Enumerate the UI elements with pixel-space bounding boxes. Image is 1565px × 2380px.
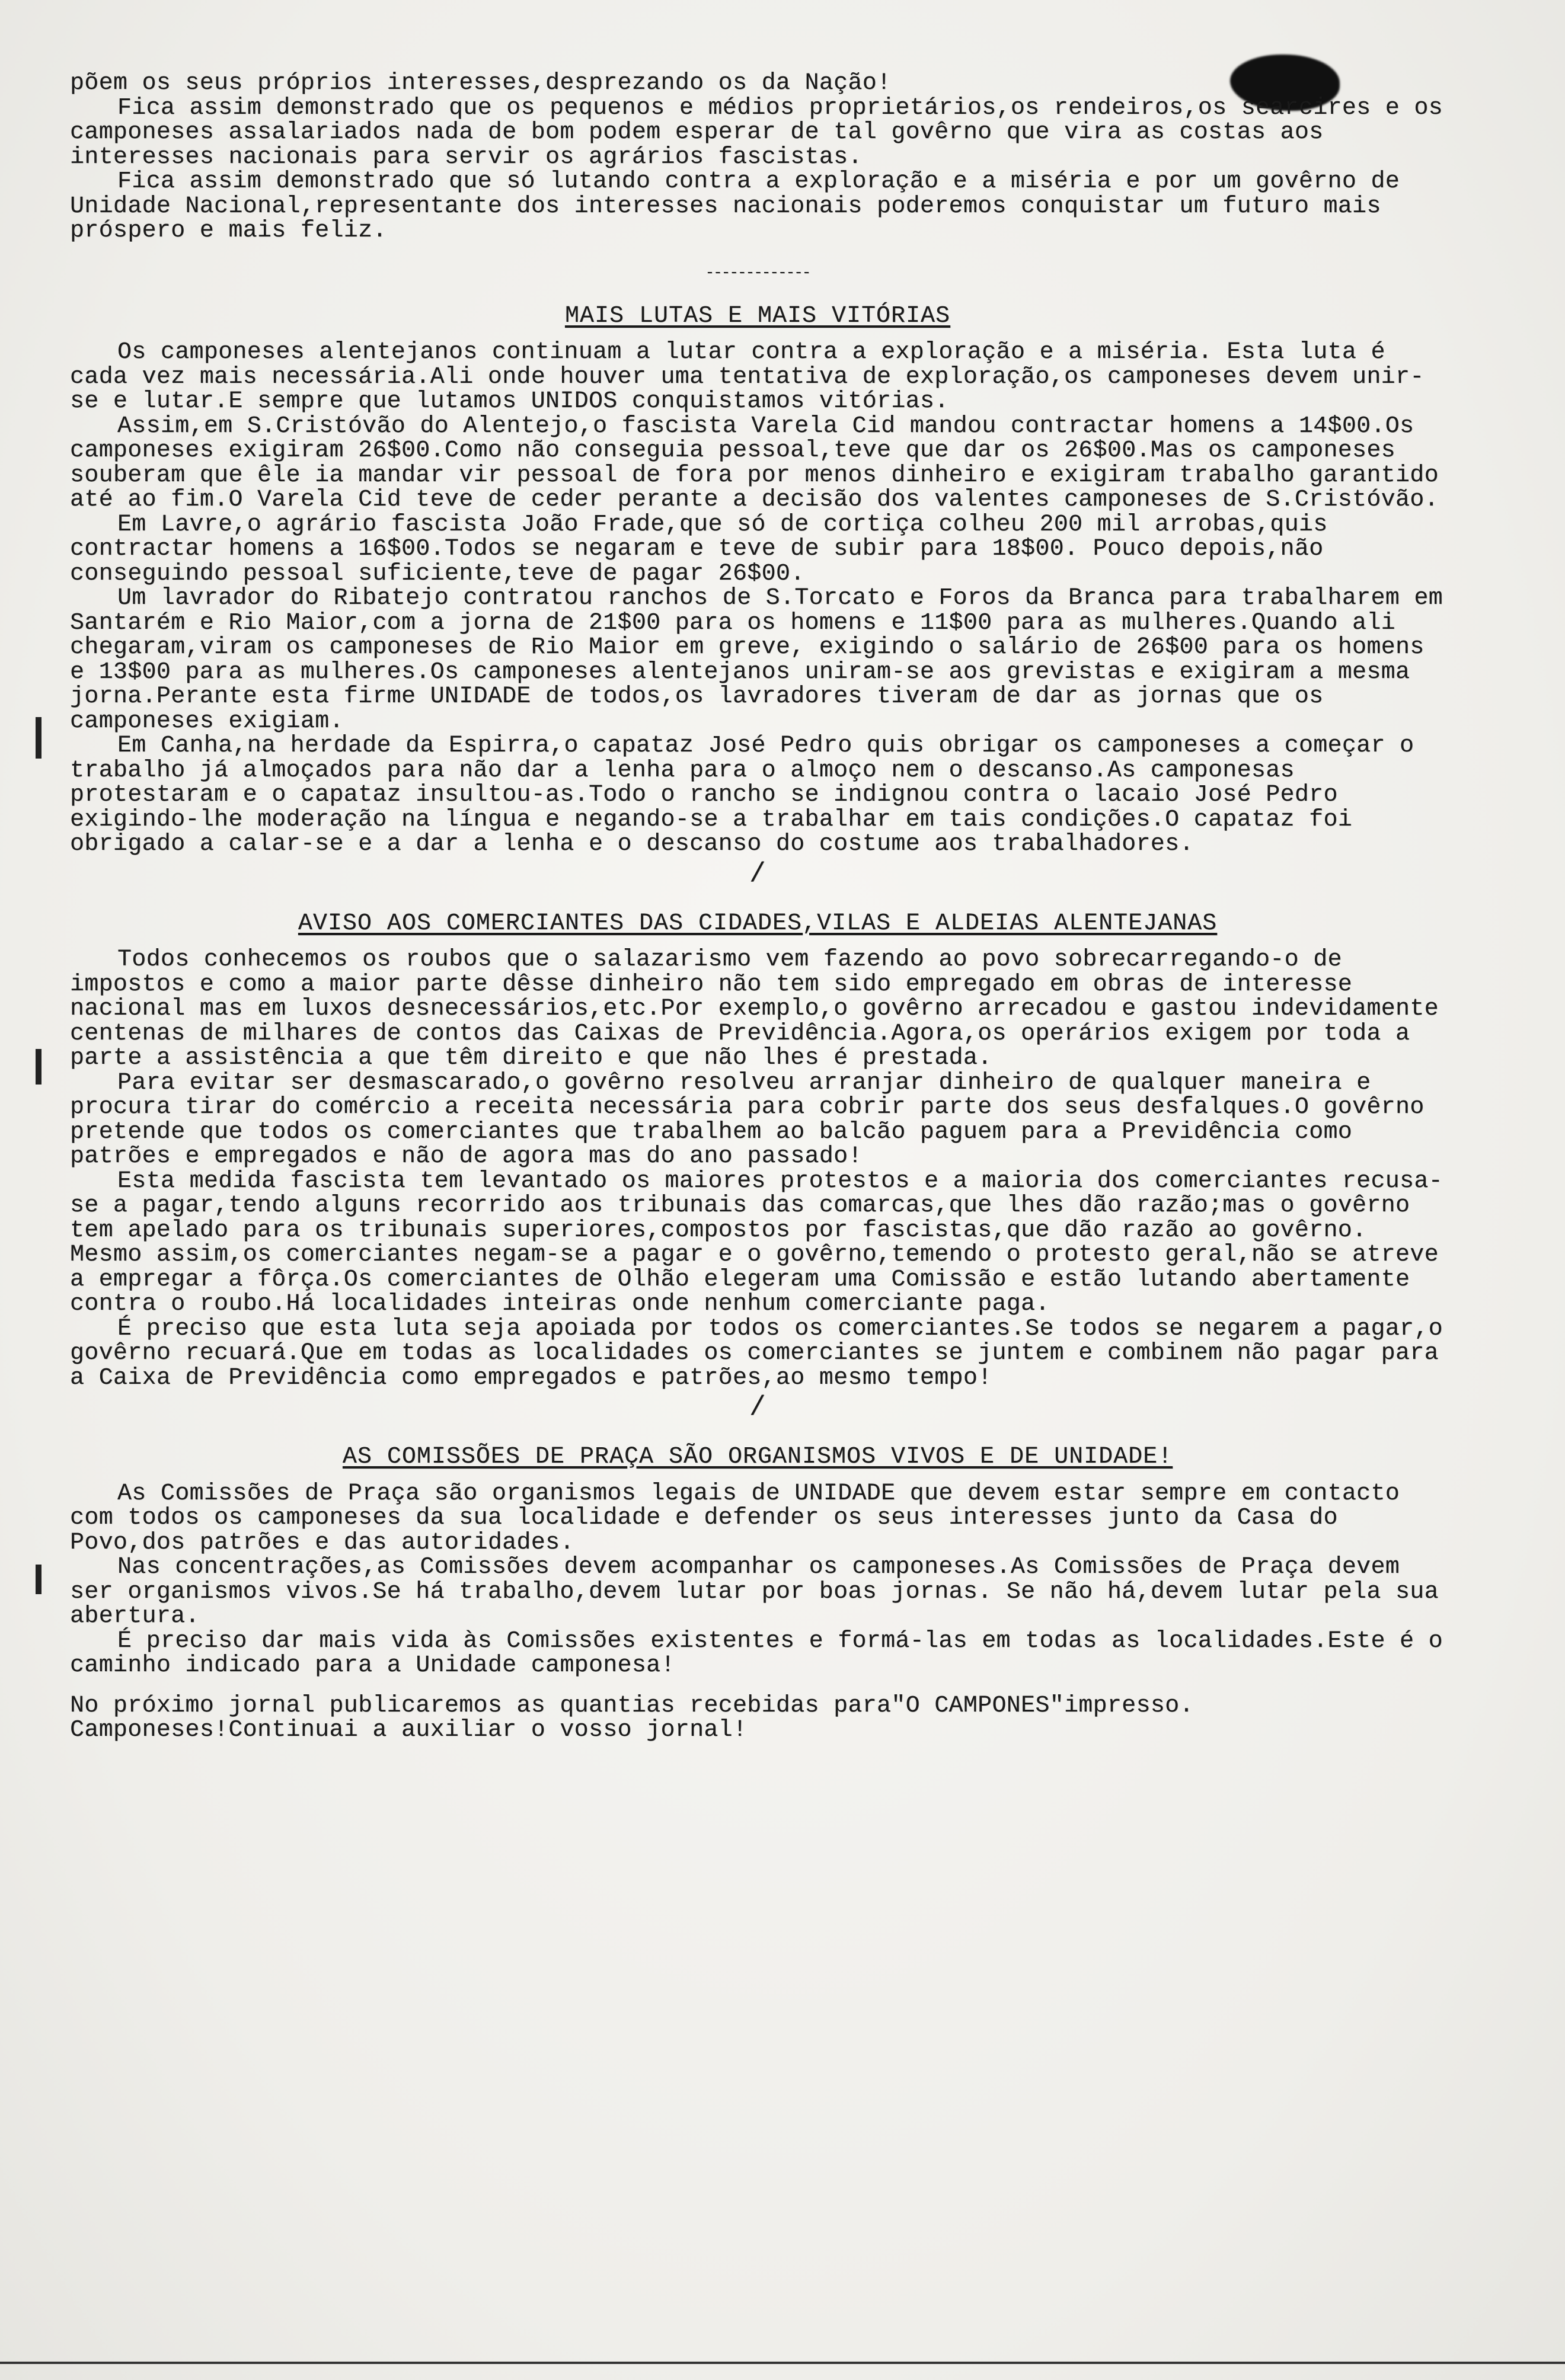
paragraph: Esta medida fascista tem levantado os maiores protestos e a maioria dos comerciantes recusa-se a pagar,tendo alguns recorrido aos tribunais das comarcas,que lhes dão razão;mas o govêrno tem apelado para os tribunais superiores,compostos por fascistas,que dão razão ao govêrno. Mesmo assim,os comerciantes negam-se a pagar e o govêrno,temendo o protesto geral,não se atreve a empregar a fôrça.Os comerciantes de Olhão elegeram uma Comissão e estão lutando abertamente contra o roubo.Há localidades inteiras onde nenhum comerciante paga.: [70, 1167, 1454, 1317]
paragraph: Para evitar ser desmascarado,o govêrno resolveu arranjar dinheiro de qualquer maneira e procura tirar do comércio a receita necessária para cobrir parte dos seus desfalques.O govêrno pretende que todos os comerciantes que trabalhem ao balcão paguem para a Previdência como patrões e empregados e não de agora mas do ano passado!: [70, 1069, 1439, 1170]
paragraph: Assim,em S.Cristóvão do Alentejo,o fascista Varela Cid mandou contractar homens a 14$00.Os camponeses exigiram 26$00.Como não conseguia pessoal,teve que dar os 26$00.Mas os camponeses souberam que êle ia mandar vir pessoal de fora por menos dinheiro e exigiram trabalho garantido até ao fim.O Varela Cid teve de ceder perante a decisão dos valentes camponeses de S.Cristóvão.: [70, 412, 1454, 513]
document-body: [70, 70, 1458, 1744]
footer-line: No próximo jornal publicaremos as quantias recebidas para"O CAMPONES"impresso.: [70, 1692, 1194, 1719]
intro-paragraph: Fica assim demonstrado que os pequenos e médios proprietários,os rendeiros,os searcires e os camponeses assalariados nada de bom podem esperar de tal govêrno que vira as costas aos interesses nacionais para servir os agrários fascistas.: [70, 94, 1458, 171]
section-heading-aviso: AVISO AOS COMERCIANTES DAS CIDADES,VILAS E ALDEIAS ALENTEJANAS: [298, 910, 1218, 937]
section-divider: /: [749, 1392, 766, 1423]
footer-line: Camponeses!Continuai a auxiliar o vosso jornal!: [70, 1717, 748, 1744]
paragraph: É preciso que esta luta seja apoiada por todos os comerciantes.Se todos se negarem a pagar,o govêrno recuará.Que em todas as localidades os comerciantes se juntem e combinem não pagar para a Caixa de Previdência como empregados e patrões,ao mesmo tempo!: [70, 1315, 1458, 1391]
page-bottom-edge: [0, 2362, 1565, 2364]
paragraph: Nas concentrações,as Comissões devem acompanhar os camponeses.As Comissões de Praça devem ser organismos vivos.Se há trabalho,devem lutar por boas jornas. Se não há,devem lutar pela sua abertura.: [70, 1554, 1454, 1630]
section-divider: /: [749, 858, 766, 890]
intro-line: põem os seus próprios interesses,desprezando os da Nação!: [70, 70, 892, 97]
intro-paragraph: Fica assim demonstrado que só lutando contra a exploração e a miséria e por um govêrno de Unidade Nacional,representante dos interesses nacionais poderemos conquistar um futuro mais próspero e mais feliz.: [70, 168, 1414, 244]
section-heading-comissoes: AS COMISSÕES DE PRAÇA SÃO ORGANISMOS VIVOS E DE UNIDADE!: [342, 1444, 1173, 1470]
edge-mark: [36, 1049, 41, 1085]
footer: [70, 1694, 1445, 1743]
edge-mark: [36, 1565, 41, 1594]
separator: -------------: [705, 263, 810, 281]
section-heading-mais-lutas: MAIS LUTAS E MAIS VITÓRIAS: [564, 302, 951, 330]
paragraph: Todos conhecemos os roubos que o salazarismo vem fazendo ao povo sobrecarregando-o de impostos e como a maior parte dêsse dinheiro não tem sido empregado em obras de interesse nacional mas em luxos desnecessários,etc.Por exemplo,o govêrno arrecadou e gastou indevidamente centenas de milhares de contos das Caixas de Previdência.Agora,os operários exigem por toda a parte a assistência a que têm direito e que não lhes é prestada.: [70, 946, 1454, 1071]
paragraph: É preciso dar mais vida às Comissões existentes e formá-las em todas as localidades.Este é o caminho indicado para a Unidade camponesa!: [70, 1627, 1458, 1679]
paragraph: As Comissões de Praça são organismos legais de UNIDADE que devem estar sempre em contacto com todos os camponeses da sua localidade e defender os seus interesses junto da Casa do Povo,dos patrões e das autoridades.: [70, 1480, 1414, 1556]
paragraph: Os camponeses alentejanos continuam a lutar contra a exploração e a miséria. Esta luta é cada vez mais necessária.Ali onde houver uma tentativa de exploração,os camponeses devem unir-se e lutar.E sempre que lutamos UNIDOS conquistamos vitórias.: [70, 339, 1425, 415]
paragraph: Em Lavre,o agrário fascista João Frade,que só de cortiça colheu 200 mil arrobas,quis contractar homens a 16$00.Todos se negaram e teve de subir para 18$00. Pouco depois,não conseguindo pessoal suficiente,teve de pagar 26$00.: [70, 511, 1342, 587]
edge-mark: [36, 717, 41, 759]
paragraph: Em Canha,na herdade da Espirra,o capataz José Pedro quis obrigar os camponeses a começar o trabalho já almoçados para não dar a lenha para o almoço nem o descanso.As camponesas protestaram e o capataz insultou-as.Todo o rancho se indignou contra o lacaio José Pedro exigindo-lhe moderação na língua e negando-se a trabalhar em tais condições.O capataz foi obrigado a calar-se e a dar a lenha e o descanso do costume aos trabalhadores.: [70, 732, 1429, 858]
paragraph: Um lavrador do Ribatejo contratou ranchos de S.Torcato e Foros da Branca para trabalharem em Santarém e Rio Maior,com a jorna de 21$00 para os homens e 11$00 para as mulheres.Quando ali chegaram,viram os camponeses de Rio Maior em greve, exigindo o salário de 26$00 para os homens e 13$00 para as mulheres.Os camponeses alentejanos uniram-se aos grevistas e exigiram a mesma jorna.Perante esta firme UNIDADE de todos,os lavradores tiveram de dar as jornas que os camponeses exigiam.: [70, 585, 1458, 735]
